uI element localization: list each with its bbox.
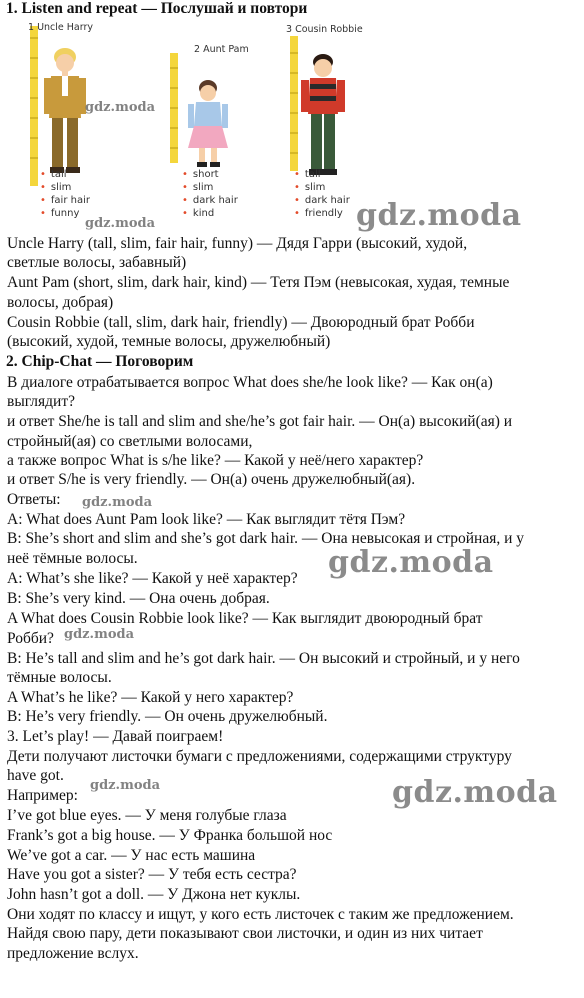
watermark: gdz.moda <box>82 495 153 510</box>
figure-2-caption: 2 Aunt Pam <box>194 44 249 55</box>
trait-item: • fair hair <box>40 194 90 207</box>
text-line: B: He’s very friendly. — Он очень дружелюбный. <box>7 708 328 725</box>
height-ruler-3 <box>290 36 298 171</box>
height-ruler-2 <box>170 53 178 163</box>
text-line: и ответ She/he is tall and slim and she/he’s got fair hair. — Он(а) высокий(ая) и <box>7 413 513 430</box>
trait-item: • slim <box>40 181 71 194</box>
text-line: Cousin Robbie (tall, slim, dark hair, friendly) — Двоюродный брат Робби <box>7 314 475 331</box>
text-line: Uncle Harry (tall, slim, fair hair, funny) — Дядя Гарри (высокий, худой, <box>7 235 468 252</box>
trait-item: • funny <box>40 207 79 220</box>
text-line: 3. Let’s play! — Давай поиграем! <box>7 728 224 745</box>
text-line: выглядит? <box>7 393 76 410</box>
watermark: gdz.moda <box>392 775 558 810</box>
watermark: gdz.moda <box>85 100 156 115</box>
uncle-harry-figure <box>44 48 86 173</box>
text-line: Frank’s got a big house. — У Франка большой нос <box>7 827 333 844</box>
text-line: A What does Cousin Robbie look like? — Как выглядит двоюродный брат <box>7 610 483 627</box>
section-1-heading: 1. Listen and repeat — Послушай и повтори <box>6 0 308 17</box>
trait-item: • friendly <box>294 207 343 220</box>
watermark: gdz.moda <box>90 778 161 793</box>
text-line: B: She’s very kind. — Она очень добрая. <box>7 590 270 607</box>
trait-item: • dark hair <box>294 194 350 207</box>
trait-item: • slim <box>182 181 213 194</box>
text-line: Aunt Pam (short, slim, dark hair, kind) — Тетя Пэм (невысокая, худая, темные <box>7 274 510 291</box>
watermark: gdz.moda <box>356 198 522 233</box>
text-line: John hasn’t got a doll. — У Джона нет куклы. <box>7 886 301 903</box>
text-line: B: She’s short and slim and she’s got dark hair. — Она невысокая и стройная, и у <box>7 530 525 547</box>
text-line: I’ve got blue eyes. — У меня голубые глаза <box>7 807 287 824</box>
trait-item: • tall <box>40 168 67 181</box>
cousin-robbie-figure <box>301 54 345 175</box>
text-line: волосы, добрая) <box>7 294 114 311</box>
text-line: Have you got a sister? — У тебя есть сестра? <box>7 866 297 883</box>
text-line: В диалоге отрабатывается вопрос What does she/he look like? — Как он(а) <box>7 374 493 391</box>
text-line: A What’s he like? — Какой у него характер? <box>7 689 294 706</box>
characters-illustration <box>20 18 364 230</box>
text-line: неё тёмные волосы. <box>7 550 138 567</box>
height-ruler-1 <box>30 26 38 186</box>
trait-item: • kind <box>182 207 214 220</box>
aunt-pam-figure <box>188 80 228 167</box>
watermark: gdz.moda <box>328 545 494 580</box>
text-line: We’ve got a car. — У нас есть машина <box>7 847 256 864</box>
text-line: Ответы: <box>7 491 61 508</box>
text-line: B: He’s tall and slim and he’s got dark hair. — Он высокий и стройный, и у него <box>7 650 520 667</box>
text-line: Дети получают листочки бумаги с предложениями, содержащими структуру <box>7 748 512 765</box>
text-line: have got. <box>7 767 64 784</box>
trait-item: • dark hair <box>182 194 238 207</box>
text-line: Они ходят по классу и ищут, у кого есть листочек с таким же предложением. <box>7 906 514 923</box>
trait-item: • short <box>182 168 219 181</box>
text-line: Например: <box>7 787 78 804</box>
text-line: A: What does Aunt Pam look like? — Как выглядит тётя Пэм? <box>7 511 406 528</box>
figure-3-caption: 3 Cousin Robbie <box>286 24 363 35</box>
trait-item: • slim <box>294 181 325 194</box>
text-line: светлые волосы, забавный) <box>7 254 187 271</box>
section-2-heading: 2. Chip-Chat — Поговорим <box>6 353 194 370</box>
text-line: A: What’s she like? — Какой у неё характер? <box>7 570 298 587</box>
text-line: предложение вслух. <box>7 945 139 962</box>
text-line: (высокий, худой, темные волосы, дружелюбный) <box>7 333 331 350</box>
watermark: gdz.moda <box>64 627 135 642</box>
text-line: Робби? <box>7 630 54 647</box>
figure-1-caption: 1 Uncle Harry <box>28 22 93 33</box>
watermark: gdz.moda <box>85 216 156 231</box>
text-line: а также вопрос What is s/he like? — Какой у неё/него характер? <box>7 452 424 469</box>
trait-item: • tall <box>294 168 321 181</box>
text-line: стройный(ая) со светлыми волосами, <box>7 433 253 450</box>
text-line: и ответ S/he is very friendly. — Он(а) очень дружелюбный(ая). <box>7 471 416 488</box>
text-line: Найдя свою пару, дети показывают свои листочки, и один из них читает <box>7 925 483 942</box>
text-line: тёмные волосы. <box>7 669 112 686</box>
